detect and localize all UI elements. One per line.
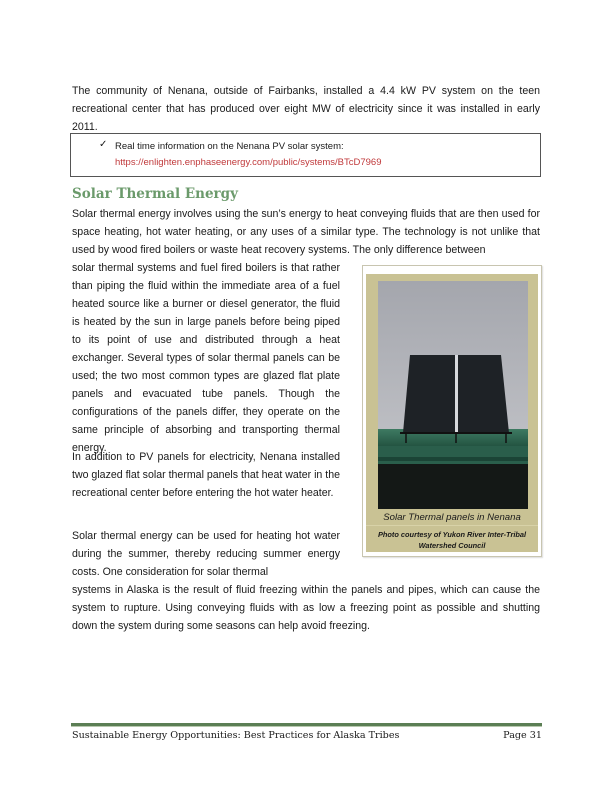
section-heading: Solar Thermal Energy — [72, 186, 238, 202]
solar-thermal-photo — [378, 281, 528, 509]
checkmark-icon: ✓ — [99, 139, 108, 150]
paragraph-1-full: Solar thermal energy involves using the sun’s energy to heat conveying fluids that are then used for space heating, hot water heating, or any uses of a similar type. The technology is not unlike that used by wood fired boilers or waste heat recovery systems. The only difference between — [72, 208, 540, 256]
footer-title: Sustainable Energy Opportunities: Best Practices for Alaska Tribes — [72, 730, 400, 741]
callout-box — [70, 133, 541, 177]
intro-paragraph: The community of Nenana, outside of Fairbanks, installed a 4.4 kW PV system on the teen recreational center that has produced over eight MW of electricity since it was installed in early 2011. — [72, 85, 540, 133]
figure — [362, 265, 542, 557]
figure-caption: Solar Thermal panels in Nenana — [366, 512, 538, 526]
paragraph-3-wrapped: Solar thermal energy can be used for heating hot water during the summer, thereby reducing summer energy costs. One consideration for solar thermal — [72, 530, 340, 578]
paragraph-2: In addition to PV panels for electricity, Nenana installed two glazed flat solar thermal panels that heat water in the recreational center before entering the hot water heater. — [72, 451, 340, 499]
footer-rule — [71, 723, 542, 727]
page-number: Page 31 — [503, 730, 542, 741]
figure-credit: Photo courtesy of Yukon River Inter-Tribal Watershed Council — [377, 530, 527, 550]
paragraph-3-full: systems in Alaska is the result of fluid freezing within the panels and pipes, which can cause the system to rupture. Using conveying fluids with as low a freezing point as possible and shutting down the system during some seasons can help avoid freezing. — [72, 584, 540, 632]
figure-frame — [366, 274, 538, 552]
callout-text: Real time information on the Nenana PV solar system: — [115, 141, 344, 152]
paragraph-1-wrapped: solar thermal systems and fuel fired boilers is that rather than piping the fluid within the immediate area of a fuel heated source like a burner or diesel generator, the fluid is heated by the sun in large panels before being piped to its point of use and distributed through a heat exchanger. Several types of solar thermal panels can be used; the two most common types are glazed flat plate panels and evacuated tube panels. Though the configurations of the panels differ, they operate on the same principle of absorbing and transporting thermal energy. — [72, 262, 340, 454]
enphase-link[interactable]: https://enlighten.enphaseenergy.com/public/systems/BTcD7969 — [115, 157, 382, 168]
